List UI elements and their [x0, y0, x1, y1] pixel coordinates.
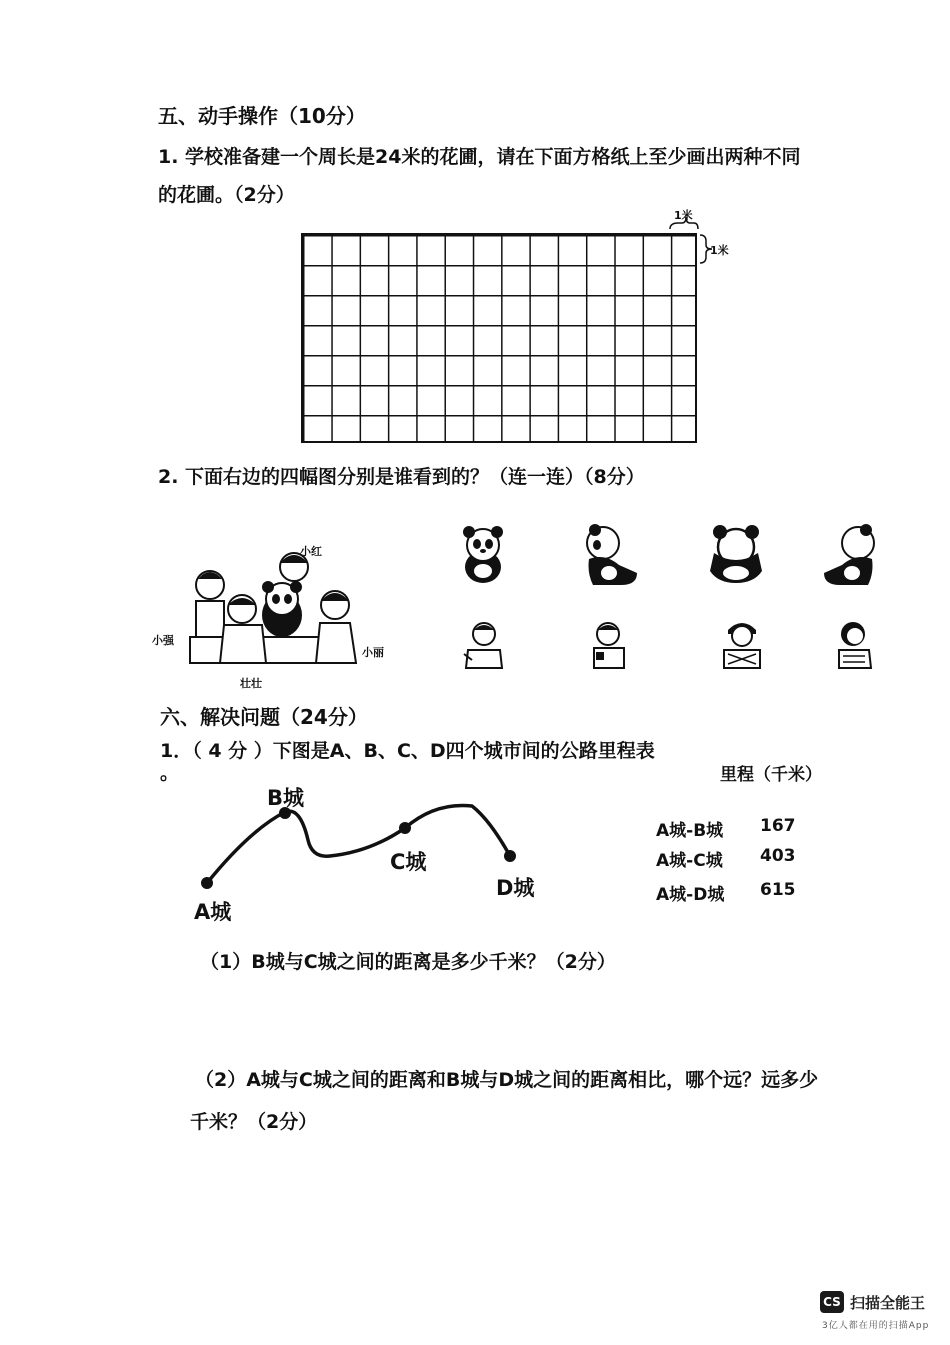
panda-front-view-image[interactable] [458, 523, 508, 585]
kid-view-4-image[interactable] [835, 620, 875, 670]
city-b-label: B城 [267, 786, 305, 810]
section-5-title: 五、动手操作（10分） [158, 104, 366, 128]
kid-view-1-image[interactable] [462, 620, 504, 670]
mileage-km: 167 [760, 816, 796, 836]
city-route-map [190, 790, 530, 900]
question-2: 2. 下面右边的四幅图分别是谁看到的？（连一连）（8分） [158, 466, 645, 488]
city-a-dot [201, 877, 213, 889]
route-line [207, 805, 510, 883]
label-xiaohong: 小红 [300, 545, 322, 558]
question-1-line-2: 的花圃。（2分） [158, 184, 295, 206]
mileage-route: A城-B城 [656, 821, 724, 841]
grid-paper[interactable] [301, 233, 697, 443]
sub-question-2-line-1: （2）A城与C城之间的距离和B城与D城之间的距离相比，哪个远？远多少 [195, 1069, 819, 1091]
mileage-km: 615 [760, 880, 796, 900]
mileage-route: A城-C城 [656, 851, 723, 871]
kid-view-2-image[interactable] [588, 620, 630, 670]
scanner-brand: 扫描全能王 [850, 1294, 926, 1312]
label-xiaoli: 小丽 [362, 646, 384, 659]
kid-view-3-image[interactable] [720, 618, 764, 670]
mileage-route: A城-D城 [656, 885, 725, 905]
mileage-row [656, 880, 796, 905]
grid-unit-top-label: 1米 [674, 209, 693, 222]
city-a-label: A城 [194, 900, 232, 924]
mileage-row [656, 846, 796, 871]
city-c-label: C城 [390, 850, 427, 874]
scanner-logo: CS [820, 1291, 844, 1313]
city-d-label: D城 [496, 876, 535, 900]
city-c-dot [399, 822, 411, 834]
grid-unit-side-label: 1米 [710, 244, 729, 257]
children-panda-scene-image [180, 545, 380, 675]
label-xiaoqiang: 小强 [152, 634, 174, 647]
mileage-row [656, 816, 796, 841]
panda-back-view-image[interactable] [708, 523, 764, 585]
city-d-dot [504, 850, 516, 862]
section-6-question-1-intro: 1．（ 4 分 ）下图是A、B、C、D四个城市间的公路里程表 [160, 740, 655, 762]
section-6-title: 六、解决问题（24分） [160, 705, 368, 729]
sub-question-1: （1）B城与C城之间的距离是多少千米？（2分） [200, 951, 616, 973]
label-zhuangzhuang: 壮壮 [240, 677, 262, 690]
mileage-header: 里程（千米） [720, 765, 822, 785]
sub-question-2-line-2: 千米？（2分） [190, 1111, 318, 1133]
section-6-question-1-intro-end: 。 [160, 762, 180, 784]
scanner-tagline: 3亿人都在用的扫描App [822, 1321, 930, 1331]
question-1-line-1: 1. 学校准备建一个周长是24米的花圃，请在下面方格纸上至少画出两种不同 [158, 146, 801, 168]
panda-side-view-2-image[interactable] [822, 523, 876, 585]
mileage-km: 403 [760, 846, 796, 866]
panda-side-view-image[interactable] [585, 523, 639, 585]
